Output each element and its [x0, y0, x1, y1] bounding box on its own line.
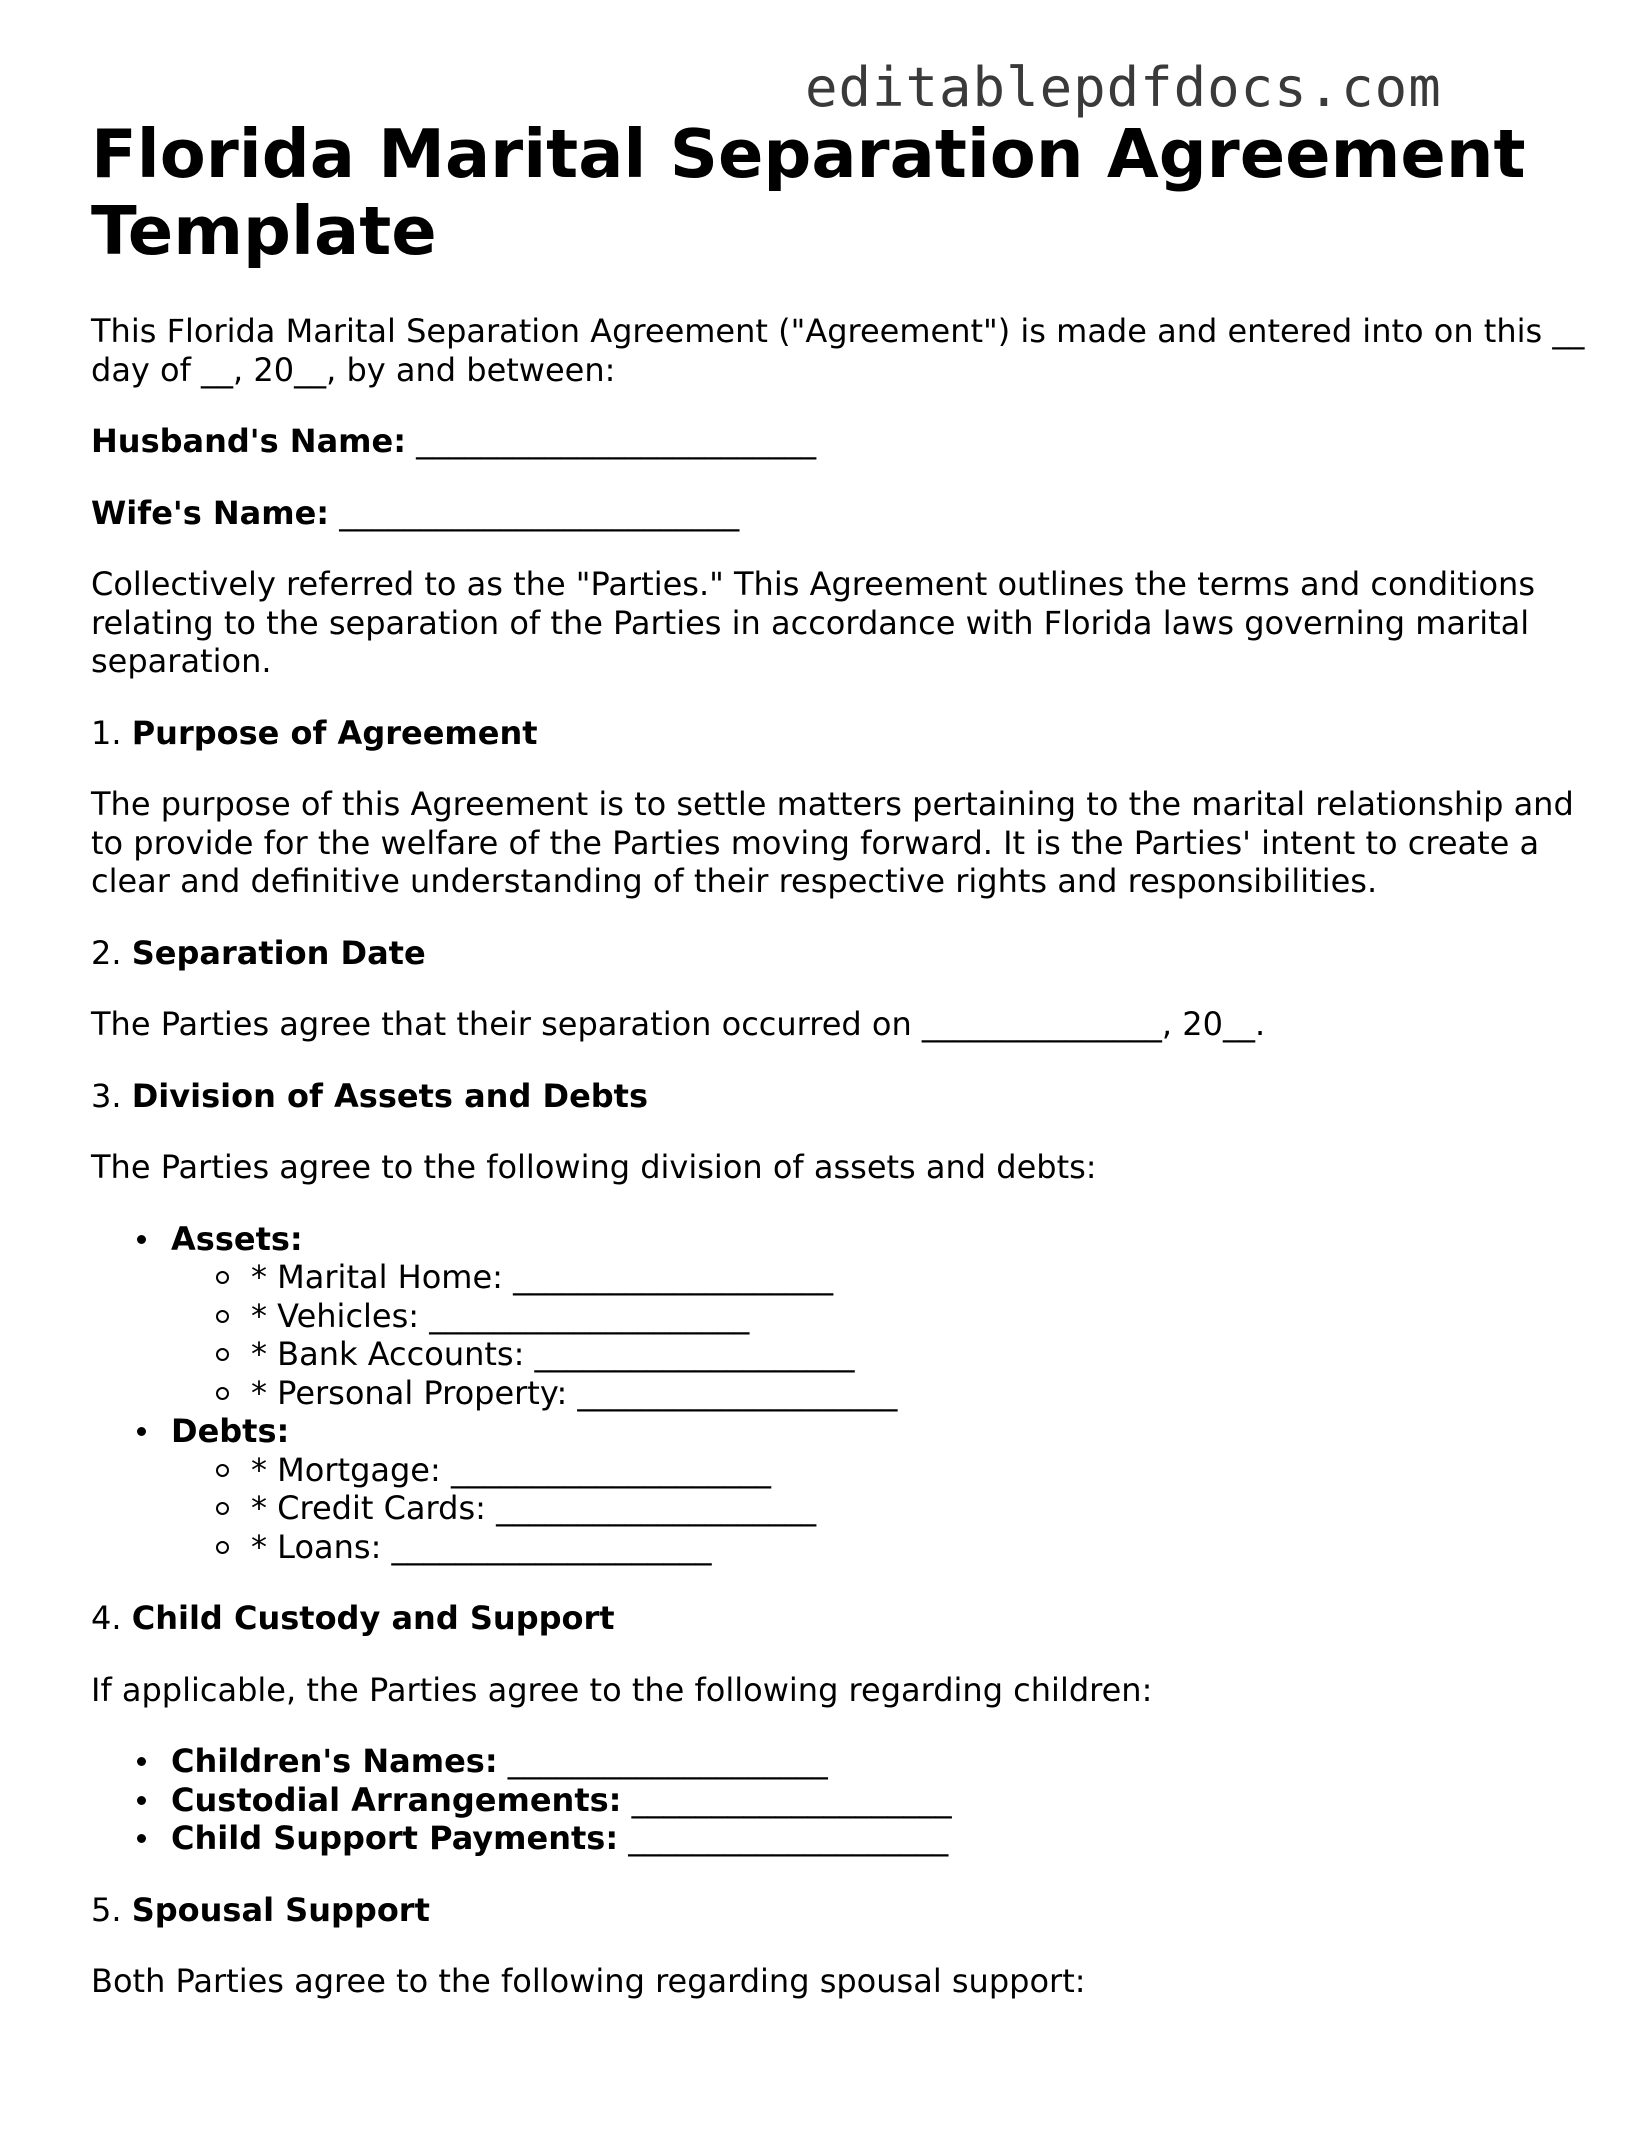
section-text-division: The Parties agree to the following division of assets and debts:: [91, 1148, 1097, 1186]
section-text-purpose: The purpose of this Agreement is to settle matters pertaining to the marital relationship and to provide for the welfare of the Parties moving forward. It is the Parties' intent to create a clear and definitive understanding of their respective rights and responsibilities.: [91, 785, 1574, 900]
intro-paragraph: This Florida Marital Separation Agreement ("Agreement") is made and entered into on this __ day of __, 20__, by and between:: [91, 312, 1585, 389]
assets-sublist: [171, 1258, 1591, 1412]
list-item[interactable]: * Vehicles: ____________________: [251, 1297, 1591, 1336]
section-title: Child Custody and Support: [131, 1599, 615, 1637]
section-number: 5.: [91, 1890, 122, 1929]
list-item: [171, 1742, 1591, 1781]
wife-name-blank[interactable]: _________________________: [339, 493, 740, 532]
list-item[interactable]: * Loans: ____________________: [251, 1528, 1591, 1567]
document-body: [91, 312, 1591, 2034]
debts-label: Debts:: [171, 1412, 290, 1450]
custodial-arrangements-blank[interactable]: ____________________: [631, 1780, 952, 1819]
wife-name-label: Wife's Name:: [91, 493, 330, 532]
children-list: [91, 1742, 1591, 1858]
section-text-separation-date: The Parties agree that their separation occurred on _______________, 20__.: [91, 1005, 1266, 1043]
child-support-label: Child Support Payments:: [171, 1819, 619, 1857]
custodial-arrangements-label: Custodial Arrangements:: [171, 1780, 622, 1819]
list-item[interactable]: * Mortgage: ____________________: [251, 1451, 1591, 1490]
assets-debts-list: [91, 1220, 1591, 1567]
list-item[interactable]: * Marital Home: ____________________: [251, 1258, 1591, 1297]
section-number: 1.: [91, 713, 122, 752]
list-item: [171, 1412, 1591, 1566]
husband-name-label: Husband's Name:: [91, 422, 406, 460]
children-names-blank[interactable]: ____________________: [507, 1742, 828, 1780]
list-item: [171, 1220, 1591, 1413]
section-title: Spousal Support: [131, 1890, 430, 1929]
section-heading-separation-date: [91, 934, 1591, 973]
list-item[interactable]: * Personal Property: ____________________: [251, 1374, 1591, 1413]
section-number: 3.: [91, 1076, 122, 1115]
section-title: Purpose of Agreement: [131, 713, 538, 752]
section-heading-purpose: [91, 714, 1591, 753]
section-text-child-custody: If applicable, the Parties agree to the following regarding children:: [91, 1670, 1153, 1709]
husband-name-line: [91, 422, 1591, 461]
assets-label: Assets:: [171, 1219, 303, 1258]
section-heading-spousal-support: [91, 1891, 1591, 1930]
children-names-label: Children's Names:: [171, 1742, 498, 1780]
section-heading-child-custody: [91, 1599, 1591, 1638]
page-title: Florida Marital Separation Agreement Template: [91, 115, 1526, 270]
list-item: [171, 1819, 1591, 1858]
section-title: Separation Date: [131, 933, 426, 972]
section-heading-division: [91, 1077, 1591, 1116]
wife-name-line: [91, 494, 1591, 533]
husband-name-blank[interactable]: _________________________: [416, 422, 817, 460]
section-text-spousal-support: Both Parties agree to the following regarding spousal support:: [91, 1962, 1086, 2000]
collective-paragraph: Collectively referred to as the "Parties." This Agreement outlines the terms and conditions relating to the separation of the Parties in accordance with Florida laws governing marital separation.: [91, 565, 1535, 680]
section-number: 4.: [91, 1599, 122, 1637]
list-item[interactable]: * Bank Accounts: ____________________: [251, 1335, 1591, 1374]
watermark: editablepdfdocs.com: [805, 56, 1442, 119]
list-item: [171, 1781, 1591, 1820]
debts-sublist: [171, 1451, 1591, 1567]
list-item[interactable]: * Credit Cards: ____________________: [251, 1489, 1591, 1528]
child-support-blank[interactable]: ____________________: [628, 1819, 949, 1857]
section-title: Division of Assets and Debts: [131, 1076, 649, 1115]
section-number: 2.: [91, 933, 122, 972]
